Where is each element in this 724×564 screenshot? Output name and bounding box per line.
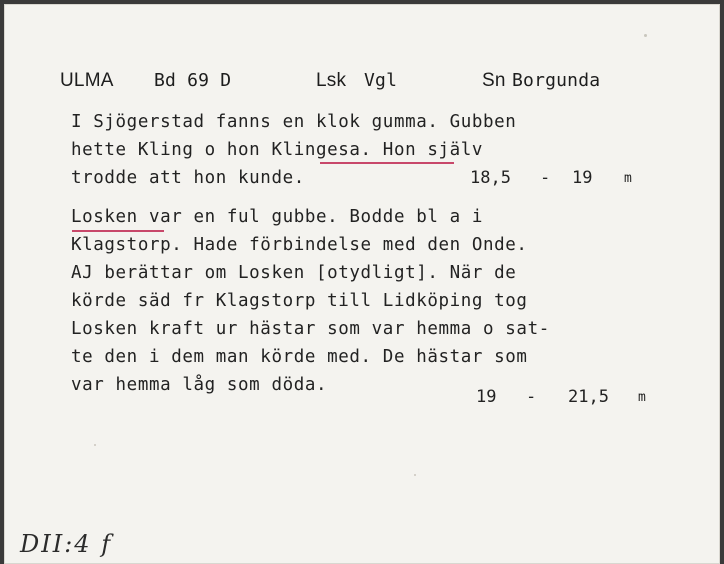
entry1-line: trodde att hon kunde. — [71, 168, 305, 188]
entry2-line: var hemma låg som döda. — [71, 375, 328, 395]
entry2-measure-unit: m — [638, 390, 646, 405]
sn-label: Sn — [482, 70, 506, 91]
entry1-measure-to: 19 — [572, 168, 593, 188]
entry1-measure-dash: - — [540, 168, 551, 188]
paper-speck — [414, 474, 416, 476]
entry2-line: Klagstorp. Hade förbindelse med den Onde. — [71, 235, 528, 255]
entry2-line: Losken kraft ur hästar som var hemma o sat- — [71, 319, 550, 339]
archive-reference: Bd 69 D — [154, 70, 232, 91]
entry2-measure-from: 19 — [476, 387, 497, 407]
paper-speck — [94, 444, 96, 446]
handwritten-note: DII:4 f — [20, 530, 113, 558]
entry1-measure-unit: m — [624, 171, 632, 186]
entry2-measure-dash: - — [526, 387, 537, 407]
lsk-label: Lsk — [316, 70, 347, 91]
klingesa-underline — [320, 162, 454, 164]
entry1-line: hette Kling o hon Klingesa. Hon själv — [71, 140, 484, 160]
sn-value: Borgunda — [512, 70, 601, 91]
losken-underline — [72, 230, 164, 232]
entry2-line: körde säd fr Klagstorp till Lidköping tog — [71, 291, 528, 311]
entry2-line: te den i dem man körde med. De hästar som — [71, 347, 528, 367]
paper-speck — [644, 34, 647, 37]
entry2-line: Losken var en ful gubbe. Bodde bl a i — [71, 207, 484, 227]
entry2-measure-to: 21,5 — [568, 387, 609, 407]
entry1-measure-from: 18,5 — [470, 168, 511, 188]
lsk-value: Vgl — [364, 70, 398, 91]
entry1-line: I Sjögerstad fanns en klok gumma. Gubben — [71, 112, 517, 132]
entry2-line: AJ berättar om Losken [otydligt]. När de — [71, 263, 517, 283]
index-card — [4, 4, 720, 564]
archive-code: ULMA — [60, 70, 114, 91]
